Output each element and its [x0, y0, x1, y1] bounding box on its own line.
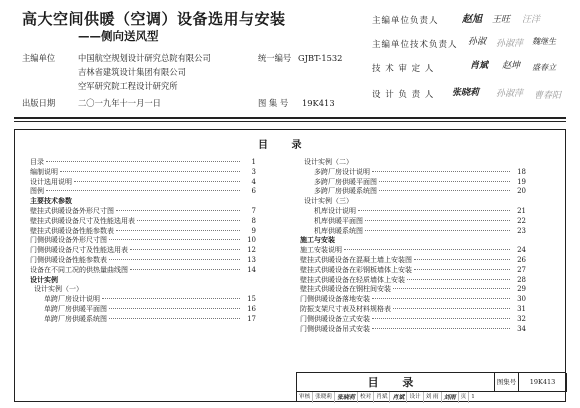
toc-entry: [30, 227, 256, 237]
toc-entry: [300, 158, 526, 168]
toc-entry-title: 防振支架尺寸表及材料规格表: [300, 304, 391, 313]
toc-entry-title: 门侧供暖设备性能参数表: [30, 255, 107, 264]
toc-entry-title: 多跨厂房供暖系统图: [314, 187, 377, 196]
leader-dots: [365, 230, 510, 231]
toc-entry-page: 24: [517, 246, 526, 255]
toc-entry: [300, 285, 526, 295]
signature: 赵坤: [502, 61, 521, 71]
toc-entry-title: 图例: [30, 187, 44, 196]
toc-section-header: [30, 276, 256, 286]
toc-entry-title: 设计选用说明: [30, 177, 72, 186]
title-block-atlas-label: 图集号: [495, 373, 519, 392]
signature: 张晓莉: [335, 392, 358, 403]
toc-entry-title: 门侧供暖设备外形尺寸图: [30, 236, 107, 245]
signature: 汪洋: [522, 15, 541, 25]
toc-entry: [300, 305, 526, 315]
toc-entry-page: 4: [251, 177, 256, 186]
page-label: 页: [459, 392, 470, 403]
leader-dots: [116, 230, 240, 231]
leader-dots: [109, 308, 240, 309]
toc-entry: [30, 285, 256, 295]
leader-dots: [74, 181, 240, 182]
toc-entry: [30, 178, 256, 188]
code-value: GJBT-1532: [298, 53, 343, 63]
leader-dots: [46, 161, 240, 162]
toc-entry: [30, 236, 256, 246]
signature: 肖斌: [390, 392, 407, 403]
leader-dots: [372, 328, 510, 329]
editor-unit-3: 空军研究院工程设计研究所: [78, 81, 178, 91]
toc-heading: 目 录: [258, 140, 312, 151]
signature: 盛春立: [532, 63, 556, 72]
toc-entry-page: 7: [251, 206, 256, 215]
divider-thin: [14, 121, 566, 122]
toc-entry-page: 32: [517, 314, 526, 323]
leader-dots: [414, 269, 510, 270]
title-block-atlas-value: 19K413: [519, 373, 567, 392]
leader-dots: [116, 210, 240, 211]
toc-entry-title: 设计实例（一）: [34, 285, 83, 294]
toc-entry-page: 8: [251, 216, 256, 225]
toc-entry-title: 壁挂式供暖设备在混凝土墙上安装图: [300, 255, 412, 264]
title-block-title: 目 录: [297, 373, 495, 392]
leader-dots: [46, 190, 240, 191]
leader-dots: [379, 190, 510, 191]
toc-entry: [300, 197, 526, 207]
responsibility-label-1: 主编单位负责人: [372, 16, 439, 26]
toc-entry: [30, 158, 256, 168]
signature: 刘雨: [442, 392, 459, 403]
toc-entry-title: 机库供暖系统图: [314, 226, 363, 235]
date-label: 出版日期: [22, 98, 56, 108]
toc-entry-page: 23: [517, 226, 526, 235]
toc-entry-title: 施工与安装: [300, 236, 335, 245]
toc-entry-page: 9: [251, 226, 256, 235]
responsibility-label-2: 主编单位技术负责人: [372, 40, 458, 50]
review-label: 审核: [297, 392, 313, 403]
editor-unit-1: 中国航空规划设计研究总院有限公司: [78, 53, 211, 63]
check-label: 校对: [358, 392, 374, 403]
toc-entry-page: 17: [247, 314, 256, 323]
leader-dots: [109, 239, 240, 240]
toc-entry: [300, 246, 526, 256]
toc-entry-title: 主要技术参数: [30, 197, 72, 206]
toc-left-column: [30, 158, 256, 325]
leader-dots: [344, 249, 510, 250]
toc-entry: [300, 217, 526, 227]
toc-entry-page: 6: [251, 187, 256, 196]
toc-entry-page: 22: [517, 216, 526, 225]
toc-entry-title: 壁挂式供暖设备外形尺寸图: [30, 206, 114, 215]
atlas-number-label: 图 集 号: [258, 98, 289, 108]
toc-entry-title: 门侧供暖设备落地安装: [300, 295, 370, 304]
toc-entry-title: 壁挂式供暖设备尺寸及性能选用表: [30, 216, 135, 225]
toc-entry-title: 设计实例（三）: [304, 197, 353, 206]
leader-dots: [365, 220, 510, 221]
toc-entry-page: 28: [517, 275, 526, 284]
leader-dots: [393, 288, 510, 289]
review-name: 张晓莉: [313, 392, 335, 403]
toc-entry-page: 29: [517, 285, 526, 294]
leader-dots: [130, 249, 240, 250]
title-block-signoff-row: [297, 392, 567, 403]
toc-entry-title: 门侧供暖设备吊式安装: [300, 324, 370, 333]
toc-entry-page: 14: [247, 265, 256, 274]
toc-entry-title: 目录: [30, 158, 44, 166]
toc-entry: [30, 246, 256, 256]
toc-entry: [300, 178, 526, 188]
toc-entry-title: 壁挂式供暖设备在钢柱间安装: [300, 285, 391, 294]
signature: 赵旭: [462, 14, 482, 25]
atlas-title: 高大空间供暖（空调）设备选用与安装: [22, 10, 286, 28]
toc-entry: [300, 295, 526, 305]
leader-dots: [393, 308, 510, 309]
leader-dots: [407, 279, 510, 280]
atlas-subtitle: ——侧向送风型: [78, 29, 159, 43]
toc-entry-title: 多跨厂房设计说明: [314, 167, 370, 176]
leader-dots: [130, 269, 240, 270]
page-value: 1: [471, 394, 475, 400]
toc-entry-page: 10: [247, 236, 256, 245]
toc-entry-title: 施工安装说明: [300, 246, 342, 255]
toc-entry-title: 门侧供暖设备尺寸及性能选用表: [30, 246, 128, 255]
leader-dots: [372, 171, 510, 172]
toc-entry-page: 13: [247, 255, 256, 264]
toc-entry: [300, 227, 526, 237]
toc-entry-title: 壁挂式供暖设备在轻质墙体上安装: [300, 275, 405, 284]
signature: 孙淑萍: [496, 39, 524, 49]
leader-dots: [60, 171, 240, 172]
toc-entry-title: 多跨厂房供暖平面图: [314, 177, 377, 186]
toc-entry: [300, 276, 526, 286]
signature: 张晓莉: [452, 88, 480, 98]
leader-dots: [372, 298, 510, 299]
leader-dots: [358, 210, 510, 211]
toc-entry-page: 20: [517, 187, 526, 196]
toc-entry: [300, 168, 526, 178]
responsibility-label-4: 设 计 负 责 人: [372, 90, 435, 100]
leader-dots: [372, 318, 510, 319]
toc-right-column: [300, 158, 526, 334]
toc-entry-title: 壁挂式供暖设备性能参数表: [30, 226, 114, 235]
editor-unit-2: 吉林省建筑设计集团有限公司: [78, 67, 186, 77]
signature: 魏继生: [532, 37, 556, 46]
leader-dots: [137, 220, 240, 221]
toc-entry-title: 单跨厂房供暖平面图: [44, 304, 107, 313]
toc-section-header: [300, 236, 526, 246]
signature: 曹春阳: [534, 91, 562, 101]
toc-entry-page: 26: [517, 255, 526, 264]
responsibility-label-3: 技 术 审 定 人: [372, 64, 435, 74]
toc-entry-page: 18: [517, 167, 526, 176]
design-label: 设计: [407, 392, 423, 403]
toc-entry: [30, 168, 256, 178]
leader-dots: [109, 318, 240, 319]
toc-entry-title: 机库供暖平面图: [314, 216, 363, 225]
toc-entry-title: 设计实例（二）: [304, 158, 353, 166]
divider-thick: [14, 117, 566, 119]
toc-entry: [30, 315, 256, 325]
toc-entry-page: 19: [517, 177, 526, 186]
toc-entry: [300, 207, 526, 217]
toc-entry-title: 机库设计说明: [314, 206, 356, 215]
toc-entry: [300, 266, 526, 276]
design-name: 刘 雨: [424, 392, 442, 403]
title-block: [296, 372, 566, 402]
signature: 王旺: [492, 15, 511, 25]
check-name: 肖斌: [374, 392, 390, 403]
code-label: 统一编号: [258, 53, 292, 63]
toc-entry-page: 30: [517, 295, 526, 304]
toc-entry-page: 34: [517, 324, 526, 333]
leader-dots: [379, 181, 510, 182]
toc-entry: [30, 266, 256, 276]
toc-entry-title: 编制说明: [30, 167, 58, 176]
toc-entry-page: 1: [251, 158, 256, 166]
signature: 孙淑萍: [496, 89, 524, 99]
toc-entry: [30, 256, 256, 266]
toc-entry: [300, 256, 526, 266]
leader-dots: [414, 259, 510, 260]
toc-entry: [300, 187, 526, 197]
signature: 孙淑: [468, 37, 487, 47]
toc-entry-page: 27: [517, 265, 526, 274]
leader-dots: [109, 259, 240, 260]
toc-entry-title: 设备在不同工况的供热量曲线图: [30, 265, 128, 274]
toc-entry-title: 单跨厂房设计说明: [44, 295, 100, 304]
toc-entry: [30, 305, 256, 315]
toc-entry: [30, 295, 256, 305]
signature: 肖斌: [470, 61, 489, 71]
toc-section-header: [30, 197, 256, 207]
toc-entry-page: 16: [247, 304, 256, 313]
toc-entry: [30, 217, 256, 227]
toc-entry: [30, 187, 256, 197]
toc-entry-title: 壁挂式供暖设备在彩钢板墙体上安装: [300, 265, 412, 274]
toc-entry-page: 12: [247, 246, 256, 255]
toc-entry-page: 3: [251, 167, 256, 176]
toc-entry-title: 设计实例: [30, 275, 58, 284]
toc-entry-page: 31: [517, 304, 526, 313]
toc-entry: [300, 315, 526, 325]
toc-entry-title: 门侧供暖设备立式安装: [300, 314, 370, 323]
toc-entry-page: 15: [247, 295, 256, 304]
date-value: 二〇一九年十一月一日: [78, 98, 161, 108]
editor-label: 主编单位: [22, 53, 56, 63]
toc-entry-page: 21: [517, 206, 526, 215]
toc-entry: [30, 207, 256, 217]
atlas-number-value: 19K413: [302, 98, 335, 108]
leader-dots: [102, 298, 240, 299]
toc-entry-title: 单跨厂房供暖系统图: [44, 314, 107, 323]
toc-entry: [300, 325, 526, 335]
